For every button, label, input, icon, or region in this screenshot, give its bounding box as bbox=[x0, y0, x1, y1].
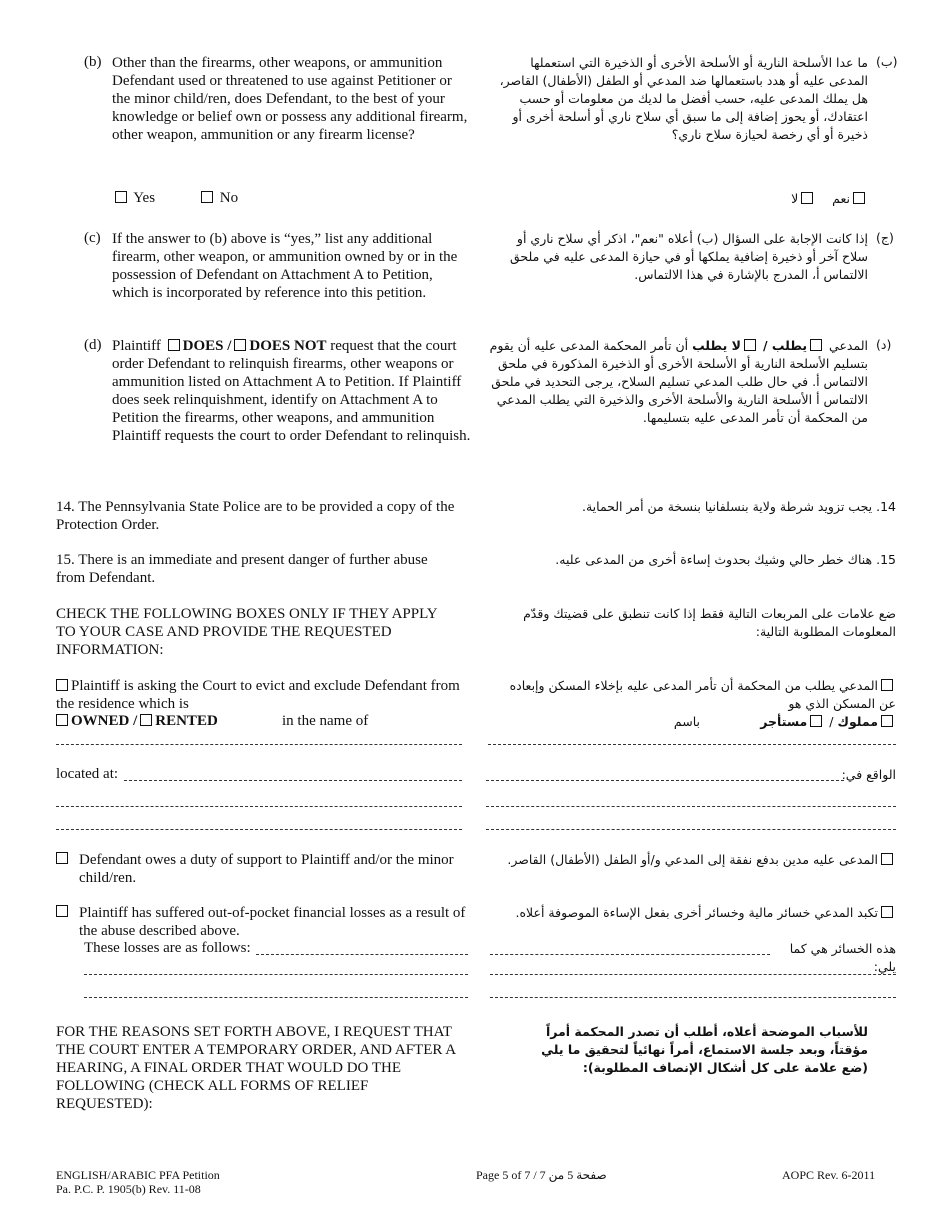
q13d-ar-text-rest: أن تأمر المحكمة المدعى عليه أن يقوم بتسليم الأسلحة النارية أو الأسلحة الأخرى أو الذخيرة المذكورة في ملحق الالتماس أ. في حال طلب المدعي تسليم السلاح، يرجى التحديد في ملحق الالتماس أ الأسلحة النارية والأسلحة الأخرى والذخيرة التي يطلب المدعي من المحكمة أن تأمر المدعى عليه بتسليمها. bbox=[489, 338, 868, 425]
q13b-text: Other than the firearms, other weapons, or ammunition Defendant used or threatened to use against Petitioner or the minor child/ren, does Defendant, to the best of your knowledge or belief own or possess any additional firearm, other weapon, ammunition or any firearm license? bbox=[112, 55, 468, 143]
evict-label: Plaintiff is asking the Court to evict and exclude Defendant from the residence which is bbox=[56, 678, 460, 712]
support-checkbox[interactable] bbox=[56, 852, 68, 864]
ar-name-line[interactable] bbox=[488, 744, 896, 745]
ar-in-name-of-label: باسم bbox=[673, 714, 700, 729]
support-ar-label: المدعى عليه مدين بدفع نفقة إلى المدعي و/أو الطفل (الأطفال) القاصر. bbox=[507, 852, 878, 867]
item-15-text: 15. There is an immediate and present danger of further abuse from Defendant. bbox=[56, 552, 428, 586]
reasons-text: FOR THE REASONS SET FORTH ABOVE, I REQUEST THAT THE COURT ENTER A TEMPORARY ORDER, AND AFTER A HEARING, A FINAL ORDER THAT WOULD DO THE FOLLOWING (CHECK ALL FORMS OF RELIEF REQUESTED): bbox=[56, 1024, 456, 1112]
ar-losses-line-2[interactable] bbox=[490, 974, 896, 975]
reasons-ar-text: للأسباب الموضحة أعلاه، أطلب أن تصدر المحكمة أمراً مؤقتاً، وبعد جلسة الاستماع، أمراً نهائياً لتحقيق ما يلي (ضع علامة على كل أشكال الإنصاف المطلوبة): bbox=[541, 1024, 868, 1075]
ar-owned-label: مملوك bbox=[837, 714, 878, 729]
rented-label: RENTED bbox=[155, 713, 218, 729]
name-line[interactable] bbox=[56, 744, 462, 745]
footer-page: Page 5 of 7 / 7 صفحة 5 من bbox=[476, 1168, 607, 1182]
q13d-text bbox=[112, 337, 472, 445]
ar-yes-checkbox[interactable] bbox=[853, 192, 865, 204]
evict-checkbox[interactable] bbox=[56, 679, 68, 691]
yes-checkbox[interactable] bbox=[115, 191, 127, 203]
q13d-ar-does-not: لا يطلب bbox=[692, 338, 741, 353]
ar-losses-follows-label: هذه الخسائر هي كما يلي: bbox=[789, 941, 896, 974]
does-checkbox[interactable] bbox=[168, 339, 180, 351]
check-intro-ar-text: ضع علامات على المربعات التالية فقط إذا كانت تنطبق على قضيتك وقدّم المعلومات المطلوبة التالية: bbox=[523, 606, 896, 639]
q13b-ar-label: (ب) bbox=[876, 54, 898, 69]
ar-address-line-3[interactable] bbox=[486, 829, 896, 830]
owned-label: OWNED bbox=[71, 713, 130, 729]
no-label: No bbox=[219, 190, 239, 206]
support-checkbox-wrap bbox=[56, 851, 71, 868]
ar-owned-rented-row bbox=[680, 713, 896, 731]
q13d-ar-plaintiff: المدعي bbox=[829, 338, 868, 353]
footer-rule: Pa. P.C. P. 1905(b) Rev. 11-08 bbox=[56, 1182, 201, 1196]
ar-losses-line-1[interactable] bbox=[490, 954, 770, 955]
support-ar-text bbox=[490, 851, 896, 869]
q13d-ar-label: (د) bbox=[876, 337, 892, 352]
evict-ar-text bbox=[490, 677, 896, 713]
ar-rented-checkbox[interactable] bbox=[810, 715, 822, 727]
q13c-text: If the answer to (b) above is “yes,” list any additional firearm, other weapon, or ammunition owned by or in the possession of Defendant on Attachment A to Petition, which is incorporated by reference into this petition. bbox=[112, 231, 458, 301]
owned-checkbox[interactable] bbox=[56, 714, 68, 726]
located-at-label: located at: bbox=[56, 766, 119, 782]
q13d-does-not: DOES NOT bbox=[249, 338, 327, 354]
losses-line-3[interactable] bbox=[84, 997, 468, 998]
ar-losses-checkbox[interactable] bbox=[881, 906, 893, 918]
ar-support-checkbox[interactable] bbox=[881, 853, 893, 865]
losses-ar-label: تكبد المدعي خسائر مالية وخسائر أخرى بفعل الإساءة الموصوفة أعلاه. bbox=[515, 905, 878, 920]
ar-does-not-checkbox[interactable] bbox=[744, 339, 756, 351]
ar-owned-checkbox[interactable] bbox=[881, 715, 893, 727]
q13b-label: (b) bbox=[84, 54, 102, 70]
support-text: Defendant owes a duty of support to Plaintiff and/or the minor child/ren. bbox=[79, 852, 454, 886]
q13c-ar-label: (ج) bbox=[876, 230, 894, 245]
ar-no-checkbox[interactable] bbox=[801, 192, 813, 204]
q13d-text-rest: request that the court order Defendant to relinquish firearms, other weapons or ammunition listed on Attachment A to Petition. If Plaintiff does seek relinquishment, identify on Attachment A to Petition the firearms, other weapons, and ammunition Plaintiff requests the court to order Defendant to relinquish. bbox=[112, 338, 471, 444]
q13d-plaintiff: Plaintiff bbox=[112, 338, 161, 354]
evict-ar-label: المدعي يطلب من المحكمة أن تأمر المدعى عليه بإخلاء المسكن وإبعاده عن المسكن الذي هو bbox=[509, 678, 896, 711]
q13b-yes-option[interactable] bbox=[112, 190, 155, 207]
losses-follows-label: These losses are as follows: bbox=[84, 940, 251, 956]
yes-label: Yes bbox=[133, 190, 156, 206]
ar-losses-line-3[interactable] bbox=[490, 997, 896, 998]
ar-slash: / bbox=[829, 714, 834, 729]
q13d-ar-does: يطلب / bbox=[762, 338, 808, 353]
losses-checkbox[interactable] bbox=[56, 905, 68, 917]
q13b-ar-text: ما عدا الأسلحة النارية أو الأسلحة الأخرى أو الذخيرة التي استعملها المدعى عليه أو هدد باستعمالها ضد المدعي أو الطفل (الأطفال) القاصر، هل يملك المدعى عليه، حسب أفضل ما لديك من معلومات أو حسب اعتقادك، أو يحوز إضافة إلى ما سبق أي سلاح ناري أو أسلحة أخرى أو ذخيرة أو أي رخصة لحيازة سلاح ناري؟ bbox=[499, 55, 868, 142]
address-line-2[interactable] bbox=[56, 806, 462, 807]
losses-ar-text bbox=[490, 904, 896, 922]
q13d-label: (d) bbox=[84, 337, 102, 353]
q13d-slash: / bbox=[227, 338, 232, 354]
address-line-3[interactable] bbox=[56, 829, 462, 830]
ar-does-checkbox[interactable] bbox=[810, 339, 822, 351]
does-not-checkbox[interactable] bbox=[234, 339, 246, 351]
ar-rented-label: مستأجر bbox=[760, 714, 808, 729]
q13d-does: DOES bbox=[182, 338, 224, 354]
q13b-ar-options bbox=[760, 190, 868, 208]
check-intro-text: CHECK THE FOLLOWING BOXES ONLY IF THEY APPLY TO YOUR CASE AND PROVIDE THE REQUESTED INFORMATION: bbox=[56, 606, 438, 658]
evict-text bbox=[56, 677, 462, 713]
losses-line-1[interactable] bbox=[256, 954, 468, 955]
item-15-ar-text: 15. هناك خطر حالي وشيك بحدوث إساءة أخرى من المدعى عليه. bbox=[555, 552, 896, 567]
losses-line-2[interactable] bbox=[84, 974, 468, 975]
losses-checkbox-wrap bbox=[56, 904, 71, 921]
q13c-label: (c) bbox=[84, 230, 101, 246]
q13b-no-option[interactable] bbox=[198, 190, 238, 207]
ar-address-line-2[interactable] bbox=[486, 806, 896, 807]
owned-rented-slash: / bbox=[133, 713, 138, 729]
located-at-line[interactable] bbox=[124, 780, 462, 781]
footer-form-name: ENGLISH/ARABIC PFA Petition bbox=[56, 1168, 220, 1182]
ar-no-label: لا bbox=[791, 191, 799, 206]
owned-rented-row bbox=[56, 713, 218, 730]
item-14-text: 14. The Pennsylvania State Police are to be provided a copy of the Protection Order. bbox=[56, 499, 455, 533]
rented-checkbox[interactable] bbox=[140, 714, 152, 726]
ar-evict-checkbox[interactable] bbox=[881, 679, 893, 691]
no-checkbox[interactable] bbox=[201, 191, 213, 203]
q13c-ar-text: إذا كانت الإجابة على السؤال (ب) أعلاه "نعم"، اذكر أي سلاح ناري أو سلاح آخر أو ذخيرة إضافية يملكها أو في حيازة المدعى عليه في ملحق الالتماس أ، المدرج بالإشارة في هذا الالتماس. bbox=[510, 231, 868, 282]
in-name-of-label: in the name of bbox=[282, 713, 369, 729]
item-14-ar-text: 14. يجب تزويد شرطة ولاية بنسلفانيا بنسخة من أمر الحماية. bbox=[581, 499, 896, 514]
ar-located-at-line[interactable] bbox=[486, 780, 844, 781]
footer-rev: AOPC Rev. 6-2011 bbox=[782, 1168, 876, 1182]
ar-yes-label: نعم bbox=[832, 191, 850, 206]
losses-text: Plaintiff has suffered out-of-pocket financial losses as a result of the abuse described above. bbox=[79, 905, 466, 939]
ar-located-at-label: الواقع في: bbox=[841, 767, 896, 782]
q13d-ar-text bbox=[480, 337, 868, 427]
